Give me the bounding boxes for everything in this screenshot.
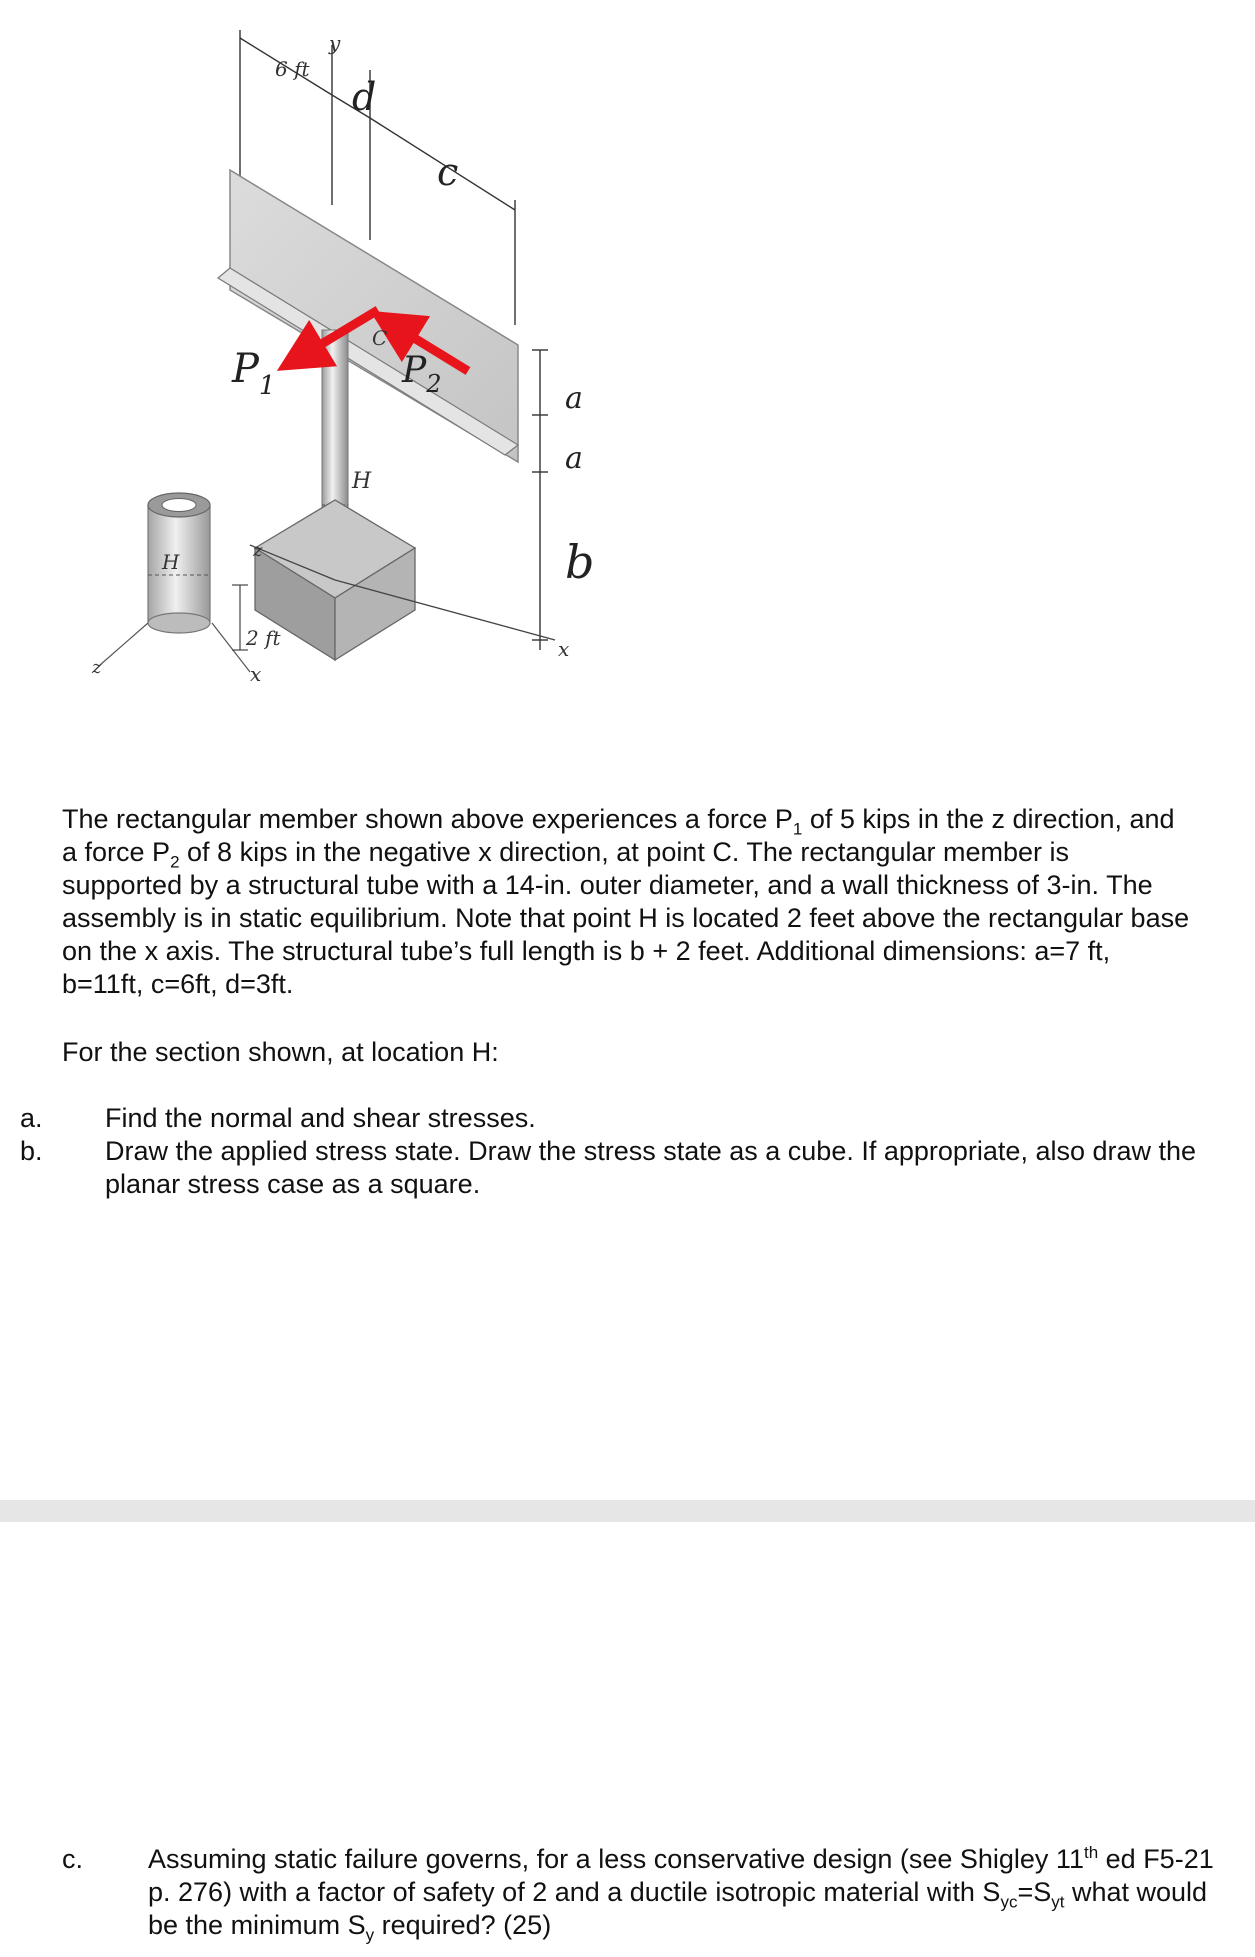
point-h-detail-label: H — [162, 550, 180, 574]
question-b-text: Draw the applied stress state. Draw the stress state as a cube. If appropriate, also draw the planar stress case as a square. — [105, 1136, 1197, 1199]
dim-a-lower-label: a — [565, 441, 583, 476]
point-h-post-label: H — [352, 469, 372, 494]
question-c-letter: c. — [62, 1844, 84, 1874]
axis-z-detail-label: z — [92, 657, 102, 678]
axis-x-right-label: x — [558, 637, 570, 661]
problem-figure — [0, 0, 1255, 770]
force-p1-label: $P_1$ — [232, 346, 276, 401]
problem-statement: The rectangular member shown above experiences a force $P_1$ of 5 kips in the z direction, and a force $P_2$ of 8 kips in the negative x direction, at point C. The rectangular member is supported by a structural tube with a 14-in. outer diameter, and a wall thickness of 3-in. The assembly is in static equilibrium. Note that point H is located 2 feet above the rectangular base on the x axis. The structural tube’s full length is b + 2 feet. Additional dimensions: a=7 ft, b=11ft, c=6ft, d=3ft. — [62, 804, 1190, 999]
section-prompt: For the section shown, at location H: — [62, 1037, 499, 1067]
dim-a-upper-label: a — [565, 381, 583, 416]
dim-2ft-label: 2 ft — [246, 626, 281, 650]
question-b-letter: b. — [20, 1136, 43, 1166]
tube-section-detail — [100, 493, 250, 672]
point-c-label: C — [372, 326, 388, 350]
question-a-text: Find the normal and shear stresses. — [105, 1103, 536, 1133]
page-bottom — [0, 1522, 1255, 1957]
right-dimension-lines — [532, 350, 548, 650]
question-a-letter: a. — [20, 1103, 43, 1133]
dim-6ft-label: 6 ft — [275, 57, 310, 81]
dim-b-label: b — [565, 535, 595, 589]
axis-z-mid-label: z — [253, 540, 263, 561]
page-separator — [0, 1500, 1255, 1522]
question-c-text: Assuming static failure governs, for a less conservative design (see Shigley 11th ed F5-21 p. 276) with a factor of safety of 2 and a ductile isotropic material with $S_{yc}=S_{yt}$ what would be the minimum $S_y$ required? (25) — [148, 1843, 1214, 1945]
axis-x-detail-label: x — [250, 662, 262, 686]
dim-c-label: c — [437, 150, 459, 194]
axis-y-label: y — [329, 31, 341, 55]
dim-d-label: d — [352, 75, 377, 119]
billboard-diagram — [0, 0, 1255, 770]
force-p2-label: $P_2$ — [402, 350, 442, 398]
